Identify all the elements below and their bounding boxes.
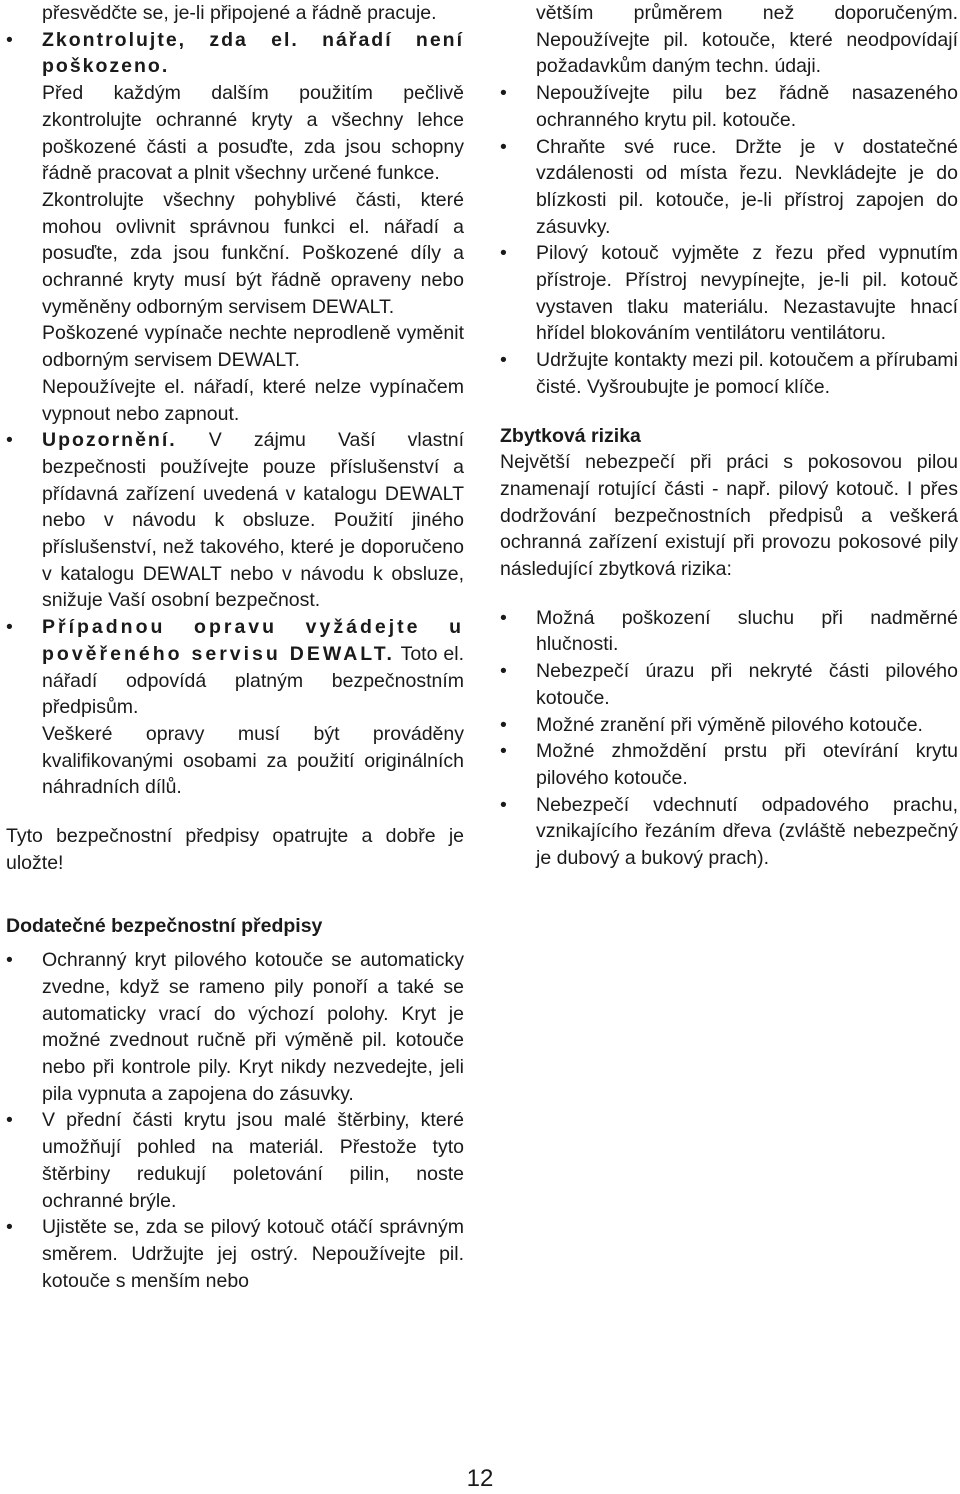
check-damage-paragraph-3: Poškozené vypínače nechte neprodleně vyměnit odborným servisem DEWALT.	[42, 322, 464, 372]
continued-paragraph: přesvědčte se, je-li připojené a řádně pracuje.	[42, 2, 437, 24]
safety-item: • Udržujte kontakty mezi pil. kotoučem a přírubami čisté. Vyšroubujte je pomocí klíče.	[500, 347, 958, 400]
check-damage-paragraph-1: Před každým dalším použitím pečlivě zkontrolujte ochranné kryty a všechny lehce poškozené části a posuďte, zda jsou schopny řádně pracovat a plnit všechny určené funkce.	[42, 82, 464, 185]
warning-text: V zájmu Vaší vlastní bezpečnosti používejte pouze příslušenství a přídavná zařízení uvedená v katalogu DEWALT nebo v návodu k obsluze. Použití jiného příslušenství, než takového, které je doporučeno v katalogu DEWALT nebo v návodu k obsluze, snižuje Vaší osobní bezpečnost.	[42, 429, 464, 612]
risk-item: • Nebezpečí vdechnutí odpadového prachu, vznikajícího řezáním dřeva (zvláště nebezpečný je dubový a bukový prach).	[500, 792, 958, 872]
bullet-repair	[6, 614, 464, 801]
keep-instructions-note: Tyto bezpečnostní předpisy opatrujte a dobře je uložte!	[6, 825, 464, 874]
residual-risks-intro: Největší nebezpečí při práci s pokosovou pilou znamenají rotující části - např. pilový kotouč. I přes dodržování bezpečnostních předpisů a veškerá ochranná zařízení existují při provozu pokosové pily následující zbytková rizika:	[500, 451, 958, 581]
check-damage-paragraph-4: Nepoužívejte el. nářadí, které nelze vypínačem vypnout nebo zapnout.	[42, 375, 464, 425]
bullet-check-damage	[6, 27, 464, 428]
continued-paragraph: větším průměrem než doporučeným. Nepoužívejte pil. kotouče, které neodpovídají požadavkům daným techn. údaji.	[536, 2, 958, 78]
bullet-warning	[6, 427, 464, 614]
repair-heading: Případnou opravu vyžádejte u pověřeného servisu DEWALT.	[42, 616, 464, 665]
extra-safety-item: • Ochranný kryt pilového kotouče se automaticky zvedne, když se rameno pily ponoří a také se automaticky vrací do výchozí polohy. Kryt je možné zvednout ručně při výměně pil. kotouče nebo při kontrole pily. Kryt nikdy nezvedejte, jeli pila vypnuta a zapojena do zásuvky.	[6, 947, 464, 1107]
warning-paragraph	[42, 427, 464, 614]
left-column	[6, 0, 464, 1294]
extra-safety-heading: Dodatečné bezpečnostní předpisy	[6, 914, 323, 937]
page-number: 12	[466, 1465, 494, 1492]
repair-paragraph	[42, 614, 464, 721]
safety-item: • Chraňte své ruce. Držte je v dostatečné vzdálenosti od místa řezu. Nevkládejte je do blízkosti pil. kotouče, je-li přístroj zapojen do zásuvky.	[500, 134, 958, 241]
repair-text: Toto el. nářadí odpovídá platným bezpečnostním předpisům.	[42, 642, 465, 719]
risk-item: • Možné zhmoždění prstu při otevírání krytu pilového kotouče.	[500, 738, 958, 791]
extra-safety-item: • V přední části krytu jsou malé štěrbiny, které umožňují pohled na materiál. Přestože tyto štěrbiny redukují poletování pilin, noste ochranné brýle.	[6, 1107, 464, 1214]
residual-risks-heading: Zbytková rizika	[500, 424, 641, 447]
check-damage-paragraph-2: Zkontrolujte všechny pohyblivé části, které mohou ovlivnit správnou funkci el. nářadí a posuďte, zda jsou funkční. Poškozené díly a ochranné kryty musí být řádně opraveny nebo vyměněny odborným servisem DEWALT.	[42, 188, 464, 318]
check-damage-heading: • Zkontrolujte, zda el. nářadí není poškozeno.	[42, 28, 464, 78]
risk-item: • Možné zranění při výměně pilového kotouče.	[500, 712, 958, 739]
extra-safety-item: • Ujistěte se, zda se pilový kotouč otáčí správným směrem. Udržujte jej ostrý. Nepoužívejte pil. kotouče s menším nebo	[6, 1214, 464, 1294]
safety-item: • Nepoužívejte pilu bez řádně nasazeného ochranného krytu pil. kotouče.	[500, 80, 958, 133]
risk-item: • Nebezpečí úrazu při nekryté části pilového kotouče.	[500, 658, 958, 711]
right-column	[500, 0, 958, 872]
risk-item: • Možná poškození sluchu při nadměrné hlučnosti.	[500, 605, 958, 658]
safety-item: • Pilový kotouč vyjměte z řezu před vypnutím přístroje. Přístroj nevypínejte, je-li pil. kotouč vystaven tlaku materiálu. Nezastavujte hnací hřídel blokováním ventilátoru ventilátoru.	[500, 240, 958, 347]
warning-heading: Upozornění.	[42, 429, 177, 452]
repair-paragraph-2: Veškeré opravy musí být prováděny kvalifikovanými osobami za použití originálních náhradních dílů.	[42, 722, 464, 799]
